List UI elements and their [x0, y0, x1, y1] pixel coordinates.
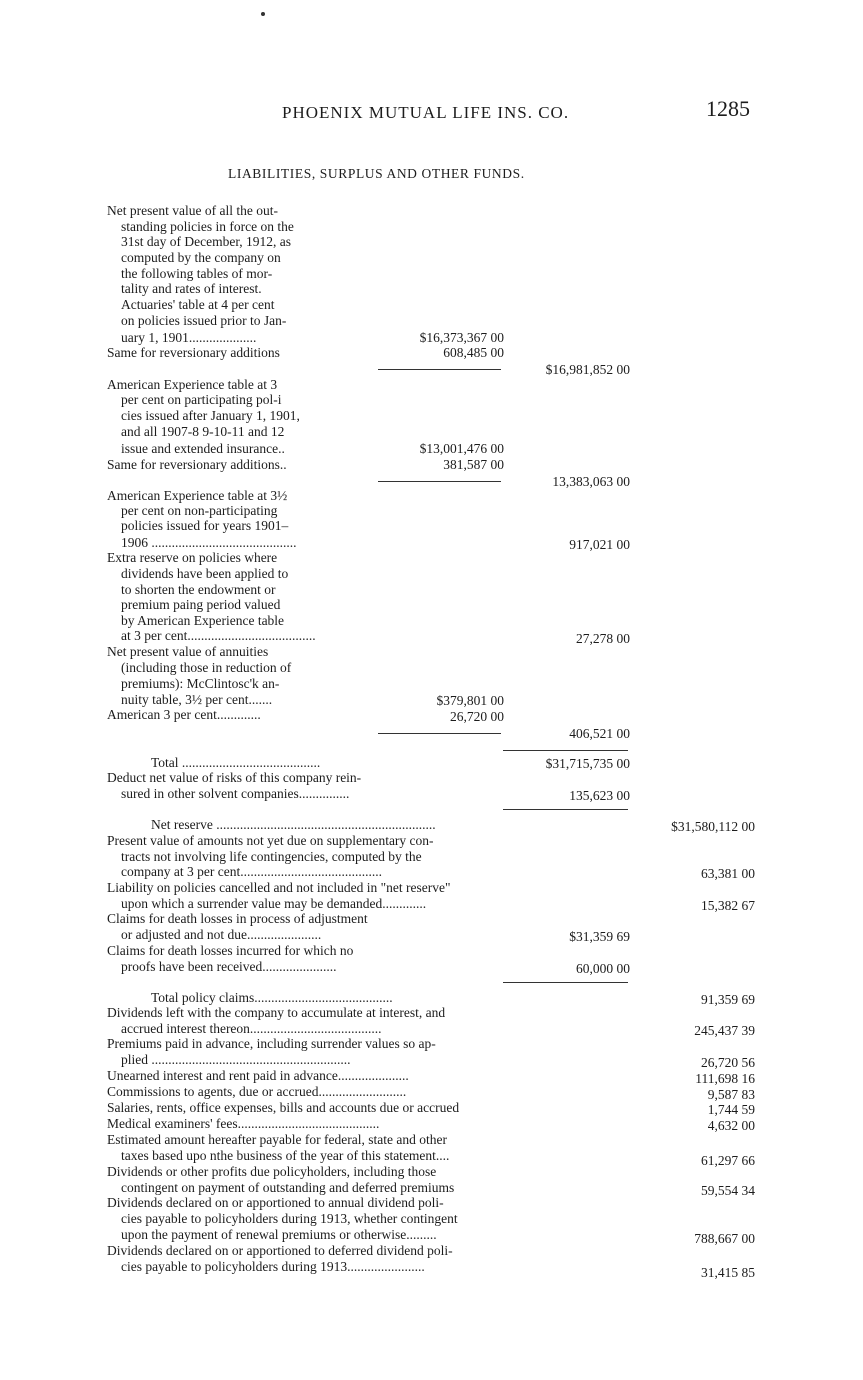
amount: $13,001,476 00 [419, 441, 504, 456]
amount: 9,587 83 [707, 1087, 755, 1102]
text-line: policies issued for years 1901– [121, 518, 289, 533]
text-line: Claims for death losses in process of adjustment [107, 911, 368, 926]
amount: 31,415 85 [701, 1265, 755, 1280]
text-line: taxes based upo nthe business of the year of this statement.... [121, 1148, 450, 1163]
text-line: 1906 ........................................... [121, 535, 297, 550]
section-title: LIABILITIES, SURPLUS AND OTHER FUNDS. [228, 166, 525, 181]
text-line: American 3 per cent............. [107, 707, 261, 722]
text-line: Net reserve ................................................................. [151, 817, 436, 832]
amount: 27,278 00 [576, 631, 630, 646]
text-line: Same for reversionary additions [107, 345, 280, 360]
amount: 381,587 00 [443, 457, 504, 472]
text-line: Actuaries' table at 4 per cent [121, 297, 275, 312]
text-line: per cent on non-participating [121, 503, 278, 518]
text-line: premium paing period valued [121, 597, 281, 612]
text-line: company at 3 per cent.......................................... [121, 864, 382, 879]
amount: 59,554 34 [701, 1183, 755, 1198]
text-line: by American Experience table [121, 613, 285, 628]
running-header: PHOENIX MUTUAL LIFE INS. CO. [282, 103, 570, 122]
ink-speck [261, 12, 265, 16]
amount: 917,021 00 [569, 537, 630, 552]
sum-rule [378, 733, 501, 734]
text-line: tality and rates of interest. [121, 281, 262, 296]
text-line: upon the payment of renewal premiums or otherwise......... [121, 1227, 437, 1242]
amount: 26,720 56 [701, 1055, 755, 1070]
amount: 63,381 00 [701, 866, 755, 881]
sum-rule [378, 369, 501, 370]
amount: $31,359 69 [569, 929, 630, 944]
text-line: accrued interest thereon....................................... [121, 1021, 382, 1036]
text-line: Extra reserve on policies where [107, 550, 278, 565]
text-line: proofs have been received...................... [121, 959, 337, 974]
amount: 13,383,063 00 [552, 474, 630, 489]
text-line: Present value of amounts not yet due on supplementary con- [107, 833, 434, 848]
text-line: upon which a surrender value may be demanded............. [121, 896, 427, 911]
amount: 788,667 00 [694, 1231, 755, 1246]
amount: $16,373,367 00 [419, 330, 504, 345]
text-line: premiums): McClintosc'k an- [121, 676, 280, 691]
text-line: Deduct net value of risks of this company rein- [107, 770, 362, 785]
text-line: cies payable to policyholders during 1913, whether contingent [121, 1211, 458, 1226]
text-line: American Experience table at 3½ [107, 488, 288, 503]
sum-rule [503, 982, 628, 983]
amount: 111,698 16 [695, 1071, 755, 1086]
text-line: issue and extended insurance.. [121, 441, 285, 456]
text-line: the following tables of mor- [121, 266, 273, 281]
text-line: Claims for death losses incurred for which no [107, 943, 354, 958]
text-line: nuity table, 3½ per cent....... [121, 692, 273, 707]
text-line: Net present value of all the out- [107, 203, 278, 218]
text-line: Net present value of annuities [107, 644, 269, 659]
amount: 406,521 00 [569, 726, 630, 741]
amount: 61,297 66 [701, 1153, 755, 1168]
text-line: cies issued after January 1, 1901, [121, 408, 300, 423]
amount: $379,801 00 [436, 693, 504, 708]
text-line: (including those in reduction of [121, 660, 292, 675]
text-line: standing policies in force on the [121, 219, 294, 234]
text-line: American Experience table at 3 [107, 377, 278, 392]
text-line: at 3 per cent...................................... [121, 628, 316, 643]
text-line: on policies issued prior to Jan- [121, 313, 287, 328]
text-line: Estimated amount hereafter payable for federal, state and other [107, 1132, 447, 1147]
text-line: cies payable to policyholders during 1913....................... [121, 1259, 425, 1274]
text-line: Dividends left with the company to accumulate at interest, and [107, 1005, 446, 1020]
text-line: Dividends declared on or apportioned to annual dividend poli- [107, 1195, 444, 1210]
text-line: 31st day of December, 1912, as [121, 234, 292, 249]
amount: 245,437 39 [694, 1023, 755, 1038]
text-line: to shorten the endowment or [121, 582, 276, 597]
page-number: 1285 [706, 96, 750, 121]
text-line: dividends have been applied to [121, 566, 289, 581]
text-line: per cent on participating pol-i [121, 392, 282, 407]
text-line: Salaries, rents, office expenses, bills and accounts due or accrued [107, 1100, 460, 1115]
text-line: Dividends declared on or apportioned to deferred dividend poli- [107, 1243, 453, 1258]
text-line: Liability on policies cancelled and not included in "net reserve" [107, 880, 451, 895]
amount: 135,623 00 [569, 788, 630, 803]
amount: 15,382 67 [701, 898, 755, 913]
amount: 608,485 00 [443, 345, 504, 360]
text-line: Unearned interest and rent paid in advance..................... [107, 1068, 409, 1083]
amount: 1,744 59 [707, 1102, 755, 1117]
text-line: Dividends or other profits due policyholders, including those [107, 1164, 437, 1179]
amount: 60,000 00 [576, 961, 630, 976]
amount: $31,580,112 00 [671, 819, 755, 834]
text-line: or adjusted and not due...................... [121, 927, 322, 942]
text-line: Total policy claims......................................... [151, 990, 393, 1005]
text-line: and all 1907-8 9-10-11 and 12 [121, 424, 285, 439]
text-line: Commissions to agents, due or accrued.......................... [107, 1084, 407, 1099]
text-line: tracts not involving life contingencies, computed by the [121, 849, 422, 864]
text-line: contingent on payment of outstanding and deferred premiums [121, 1180, 455, 1195]
text-line: Premiums paid in advance, including surrender values so ap- [107, 1036, 436, 1051]
amount: $31,715,735 00 [545, 756, 630, 771]
amount: 4,632 00 [707, 1118, 755, 1133]
text-line: Medical examiners' fees.......................................... [107, 1116, 380, 1131]
amount: 91,359 69 [701, 992, 755, 1007]
text-line: sured in other solvent companies............... [121, 786, 350, 801]
sum-rule [503, 809, 628, 810]
text-line: computed by the company on [121, 250, 281, 265]
text-line: Same for reversionary additions.. [107, 457, 287, 472]
text-line: uary 1, 1901.................... [121, 330, 257, 345]
amount: 26,720 00 [450, 709, 504, 724]
text-line: Total ......................................... [151, 755, 321, 770]
sum-rule [378, 481, 501, 482]
amount: $16,981,852 00 [545, 362, 630, 377]
text-line: plied ........................................................... [121, 1052, 351, 1067]
sum-rule [503, 750, 628, 751]
